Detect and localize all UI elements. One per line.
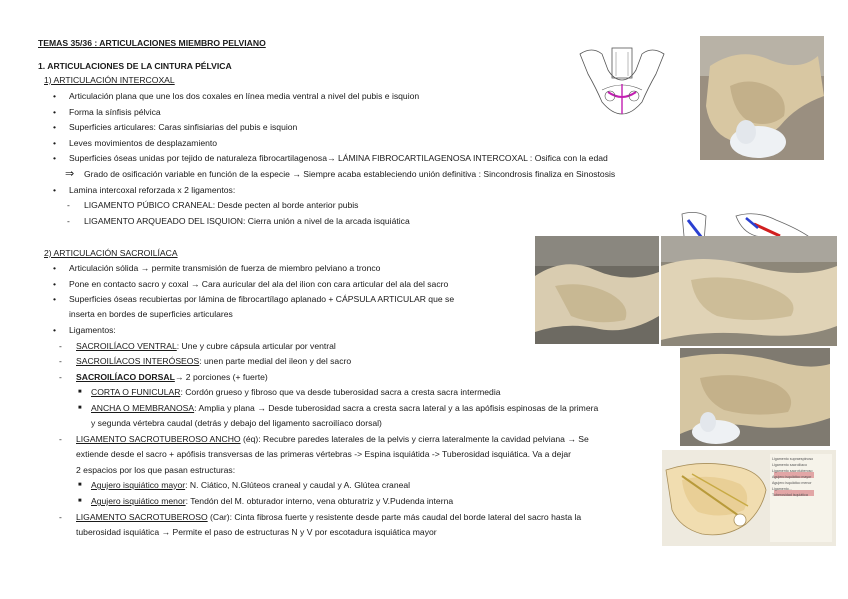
ligament-interoseos	[76, 356, 351, 367]
ls-text: (Car): Cinta fibrosa fuerte y resistente desde parte más caudal del borde lateral del sacro hasta la	[207, 512, 582, 522]
ligament-ventral-title: SACROILÍACO VENTRAL	[76, 341, 177, 351]
hip-ligament-illustration	[662, 450, 836, 546]
agujero-menor-title: Agujero isquiático menor	[91, 496, 186, 506]
ligament-ventral	[76, 341, 336, 352]
hip-legend-item: Ligamento...	[772, 487, 792, 491]
list-item: • Forma la sínfisis pélvica	[69, 107, 161, 118]
hip-legend-item: Ligamento sacroilíaco	[772, 463, 807, 467]
ligament-dorsal-title: SACROILÍACO DORSAL	[76, 372, 175, 382]
list-item: • Superficies óseas recubiertas por lámina de fibrocartílago aplanado + CÁPSULA ARTICULAR que se	[69, 294, 454, 305]
ligament-sacrotuberoso	[76, 512, 581, 523]
dorsal-ancha	[91, 403, 598, 414]
ls-title: LIGAMENTO SACROTUBEROSO	[76, 512, 208, 522]
implication-item: ⇒ Grado de osificación variable en función de la especie → Siempre acaba estableciendo unión definitiva : Sincondrosis finaliza en Sinostosis	[84, 169, 615, 180]
lsa-title: LIGAMENTO SACROTUBEROSO ANCHO	[76, 434, 241, 444]
hip-legend-item: Ligamento sacrotuberoso	[772, 469, 813, 473]
ls-continuation: tuberosidad isquiática → Permite el paso de estructuras N y V por escotadura isquiática mayor	[76, 527, 437, 537]
ligament-dorsal	[76, 372, 268, 383]
page-title: TEMAS 35/36 : ARTICULACIONES MIEMBRO PELVIANO	[38, 38, 266, 48]
pelvis-photo-right	[661, 236, 837, 346]
list-item-continuation: inserta en bordes de superficies articulares	[69, 309, 233, 319]
list-item: • Pone en contacto sacro y coxal → Cara auricular del ala del ilion con cara articular del ala del sacro	[69, 279, 448, 290]
hip-legend-item: Agujero isquiático menor	[772, 481, 812, 485]
hip-legend-item: Ligamento supraespinoso	[772, 457, 814, 461]
dorsal-ancha-text: : Amplia y plana → Desde tuberosidad sacra a cresta sacra lateral y a las apófisis espinosas de la primera	[194, 403, 599, 413]
bone-photo-gloved-hand	[700, 36, 824, 160]
ligament-interoseos-title: SACROILÍACOS INTERÓSEOS	[76, 356, 200, 366]
lsa-continuation: extiende desde el sacro + apófisis transversas de las primeras vértebras -> Espina isquiátida -> Tuberosidad isquiática. Va a dejar	[76, 449, 571, 459]
agujero-mayor	[91, 480, 410, 491]
ligament-item: - LIGAMENTO PÚBICO CRANEAL: Desde pecten al borde anterior pubis	[84, 200, 358, 211]
lsa-continuation: 2 espacios por los que pasan estructuras:	[76, 465, 236, 475]
sacroiliac-photo	[535, 236, 659, 344]
hip-legend-item: Tuberosidad isquiática	[772, 493, 808, 497]
pelvis-photo-gloved-hand	[680, 348, 830, 446]
ligament-interoseos-text: : unen parte medial del ileon y del sacro	[199, 356, 352, 366]
dorsal-corta-title: CORTA O FUNICULAR	[91, 387, 181, 397]
dorsal-ancha-title: ANCHA O MEMBRANOSA	[91, 403, 195, 413]
list-item: • Leves movimientos de desplazamiento	[69, 138, 217, 149]
list-item: • Articulación plana que une los dos coxales en línea media ventral a nivel del pubis e isquion	[69, 91, 419, 102]
dorsal-ancha-continuation: y segunda vértebra caudal (detrás y debajo del ligamento sacroilíaco dorsal)	[91, 418, 382, 428]
section-1-heading: 1. ARTICULACIONES DE LA CINTURA PÉLVICA	[38, 61, 232, 71]
dorsal-corta	[91, 387, 501, 398]
list-item: • Superficies óseas unidas por tejido de naturaleza fibrocartilagenosa→ LÁMINA FIBROCARTILAGENOSA INTERCOXAL : Osifica con la edad	[69, 153, 608, 164]
subsection-2-heading: 2) ARTICULACIÓN SACROILÍACA	[44, 248, 178, 258]
dorsal-corta-text: : Cordón grueso y fibroso que va desde tuberosidad sacra a cresta sacra intermedia	[180, 387, 501, 397]
ligament-sacrotuberoso-ancho	[76, 434, 589, 445]
hip-legend-item: Agujero isquiático mayor	[772, 475, 812, 479]
lsa-text: (éq): Recubre paredes laterales de la pelvis y cierra lateralmente la cavidad pelviana → Se	[240, 434, 589, 444]
ligament-ventral-text: : Une y cubre cápsula articular por ventral	[176, 341, 336, 351]
list-item: • Superficies articulares: Caras sinfisiarias del pubis e isquion	[69, 122, 297, 133]
list-item: • Ligamentos:	[69, 325, 116, 336]
agujero-menor-text: : Tendón del M. obturador interno, vena obturatriz y V.Pudenda interna	[185, 496, 454, 506]
list-item: • Articulación sólida → permite transmisión de fuerza de miembro pelviano a tronco	[69, 263, 380, 274]
list-item: • Lamina intercoxal reforzada x 2 ligamentos:	[69, 185, 235, 196]
agujero-menor	[91, 496, 453, 507]
hip-legend	[772, 456, 834, 498]
subsection-1-heading: 1) ARTICULACIÓN INTERCOXAL	[44, 75, 175, 85]
agujero-mayor-text: : N. Ciático, N.Glúteos craneal y caudal y A. Glútea craneal	[185, 480, 411, 490]
agujero-mayor-title: Agujero isquiático mayor	[91, 480, 186, 490]
ligament-item: - LIGAMENTO ARQUEADO DEL ISQUION: Cierra unión a nivel de la arcada isquiática	[84, 216, 410, 227]
ligament-dorsal-text: → 2 porciones (+ fuerte)	[174, 372, 268, 382]
pelvis-diagram	[572, 40, 672, 118]
